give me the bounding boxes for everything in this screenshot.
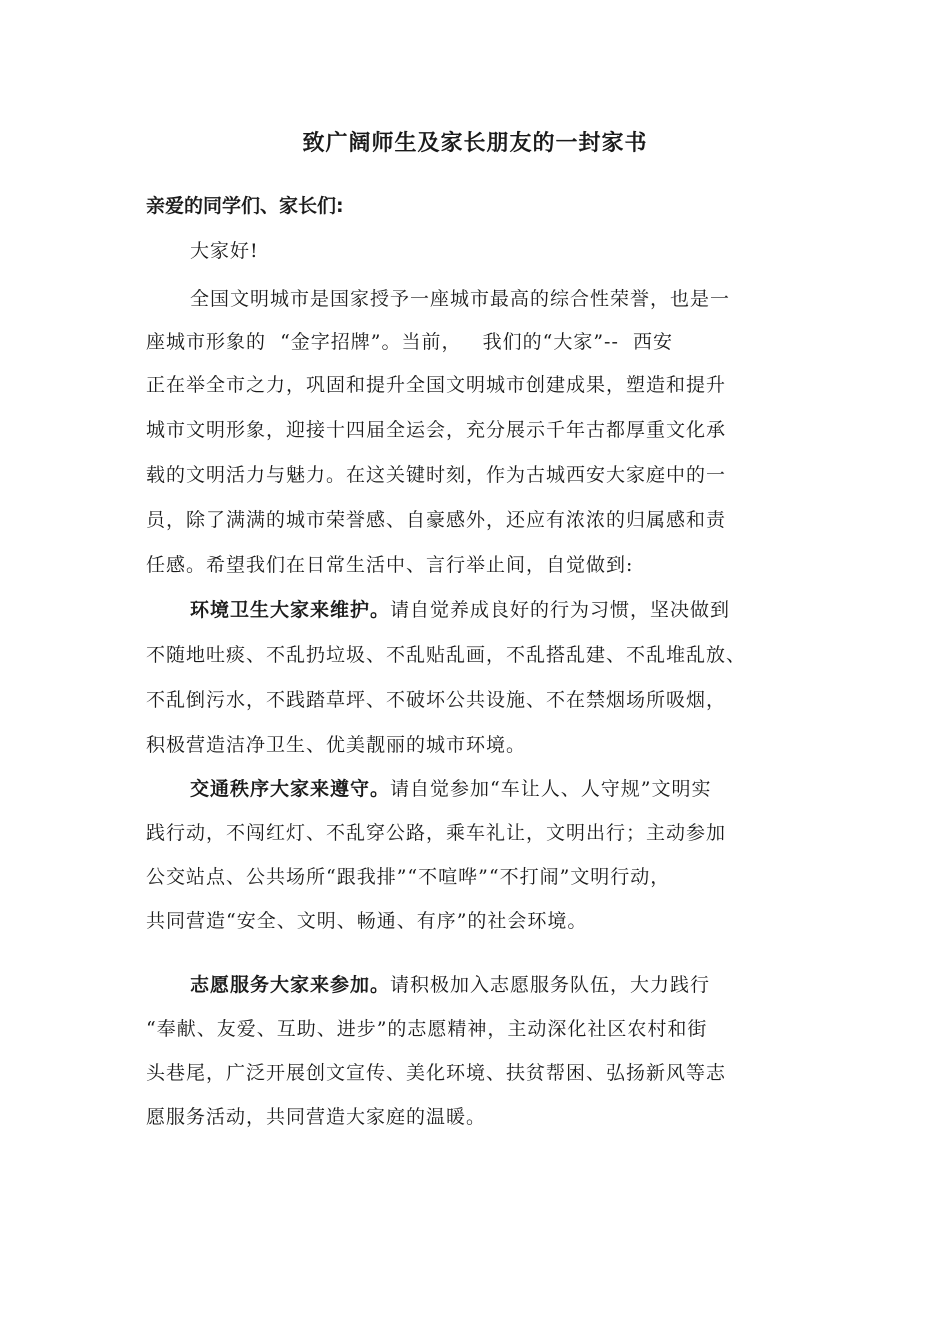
paragraph-line: 座城市形象的 “金字招牌”。当前， 我们的“大家”-- 西安 xyxy=(146,331,673,353)
section-text: 请自觉养成良好的行为习惯，坚决做到 xyxy=(390,599,731,621)
paragraph-line: “奉献、友爱、互助、进步”的志愿精神，主动深化社区农村和街 xyxy=(146,1018,708,1040)
paragraph-line: 城市文明形象，迎接十四届全运会，充分展示千年古都厚重文化承 xyxy=(146,419,727,441)
paragraph-line: 不乱倒污水，不践踏草坪、不破坏公共设施、不在禁烟场所吸烟， xyxy=(146,689,727,711)
paragraph-line: 头巷尾，广泛开展创文宣传、美化环境、扶贫帮困、弘扬新风等志 xyxy=(146,1062,727,1084)
paragraph-line: 积极营造洁净卫生、优美靓丽的城市环境。 xyxy=(146,734,527,756)
paragraph-line: 公交站点、公共场所“跟我排”“不喧哗”“不打闹”文明行动， xyxy=(146,866,671,888)
section-text: 请积极加入志愿服务队伍，大力践行 xyxy=(390,974,711,996)
paragraph-line: 任感。希望我们在日常生活中、言行举止间，自觉做到: xyxy=(146,554,634,576)
document-title: 致广阔师生及家长朋友的一封家书 xyxy=(302,131,648,156)
salutation: 亲爱的同学们、家长们: xyxy=(146,195,344,217)
paragraph-line: 全国文明城市是国家授予一座城市最高的综合性荣誉，也是一 xyxy=(190,288,731,310)
section-heading-environment: 环境卫生大家来维护。 xyxy=(190,599,391,621)
greeting: 大家好! xyxy=(190,240,259,262)
section-heading-traffic: 交通秩序大家来遵守。 xyxy=(190,778,391,800)
paragraph-line: 正在举全市之力，巩固和提升全国文明城市创建成果，塑造和提升 xyxy=(146,374,727,396)
paragraph-line: 员，除了满满的城市荣誉感、自豪感外，还应有浓浓的归属感和责 xyxy=(146,509,727,531)
paragraph-first-line xyxy=(190,595,730,622)
paragraph-line: 共同营造“安全、文明、畅通、有序”的社会环境。 xyxy=(146,910,588,932)
paragraph-first-line xyxy=(190,774,711,801)
paragraph-line: 载的文明活力与魅力。在这关键时刻，作为古城西安大家庭中的一 xyxy=(146,464,727,486)
section-heading-volunteer: 志愿服务大家来参加。 xyxy=(190,974,391,996)
section-text: 请自觉参加“车让人、人守规”文明实 xyxy=(390,778,712,800)
paragraph-line: 践行动，不闯红灯、不乱穿公路，乘车礼让，文明出行；主动参加 xyxy=(146,822,727,844)
paragraph-line: 不随地吐痰、不乱扔垃圾、不乱贴乱画，不乱搭乱建、不乱堆乱放、 xyxy=(146,644,747,666)
paragraph-line: 愿服务活动，共同营造大家庭的温暖。 xyxy=(146,1106,487,1128)
paragraph-first-line xyxy=(190,970,710,997)
